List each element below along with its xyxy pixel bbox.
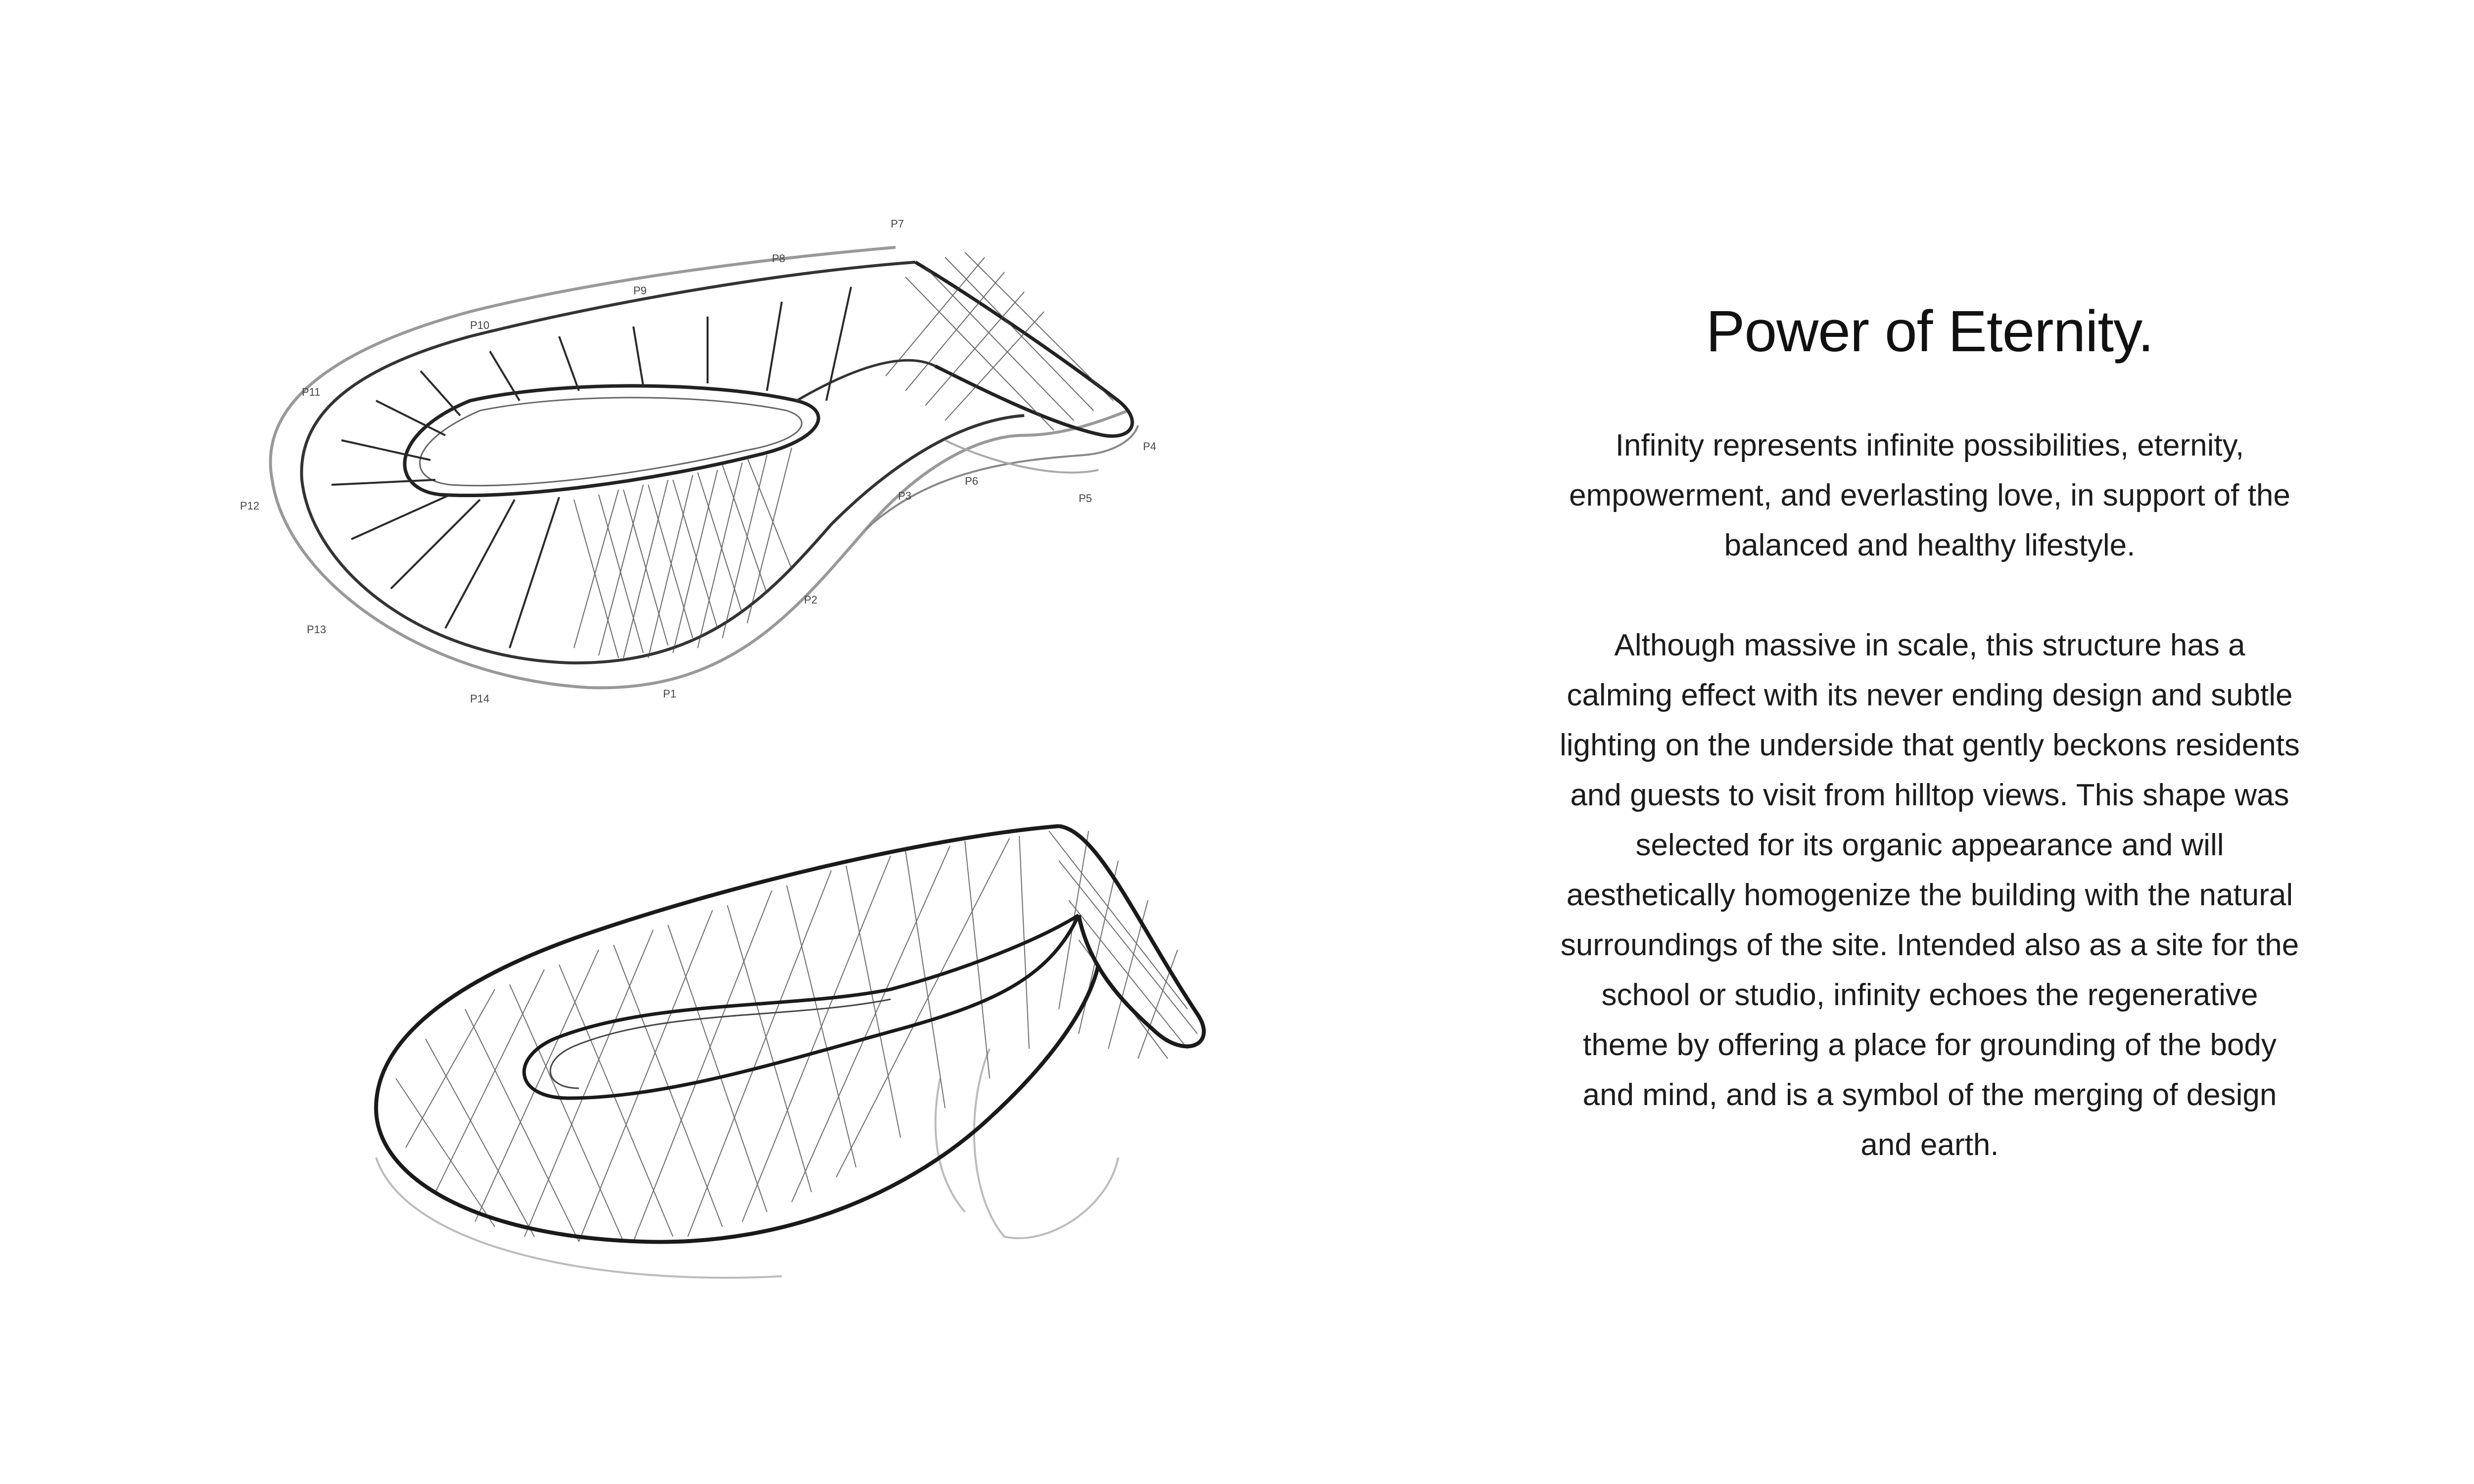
panel-label-p1: P1 xyxy=(663,688,676,700)
infinity-structure-plan-drawing xyxy=(213,203,1212,727)
panel-label-p8: P8 xyxy=(772,252,785,265)
intro-paragraph: Infinity represents infinite possibilities, eternity, empowerment, and everlasting love, in support of the balanced and healthy lifestyle. xyxy=(1569,428,2290,562)
text-panel xyxy=(1559,297,2301,1170)
panel-label-p5: P5 xyxy=(1079,492,1092,505)
panel-label-p13: P13 xyxy=(307,623,327,636)
page-title: Power of Eternity. xyxy=(1706,299,2154,364)
panel-label-p2: P2 xyxy=(804,594,817,606)
panel-label-p12: P12 xyxy=(240,500,260,512)
panel-label-p11: P11 xyxy=(302,386,321,398)
panel-label-p3: P3 xyxy=(898,490,911,502)
panel-label-p9: P9 xyxy=(633,284,647,297)
panel-label-p6: P6 xyxy=(965,475,978,487)
panel-label-p14: P14 xyxy=(470,693,490,705)
panel-label-p4: P4 xyxy=(1143,440,1156,453)
description-paragraph: Although massive in scale, this structure has a calming effect with its never ending design and subtle lighting on the underside that gently beckons residents and guests to visit from hilltop views. This shape was selected for its organic appearance and will aesthetically homogenize the building with the natural surroundings of the site. Intended also as a site for the school or studio, infinity echoes the regenerative theme by offering a place for grounding of the body and mind, and is a symbol of the merging of design and earth. xyxy=(1560,628,2300,1162)
infinity-structure-perspective-drawing xyxy=(346,801,1262,1345)
panel-label-p10: P10 xyxy=(470,319,490,331)
panel-label-p7: P7 xyxy=(891,218,904,230)
